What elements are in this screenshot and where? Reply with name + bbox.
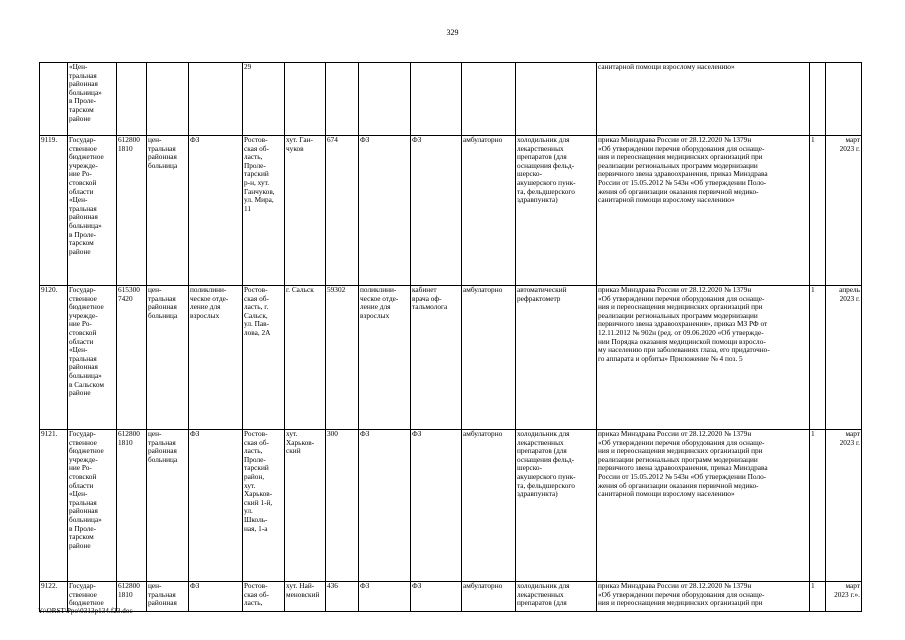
row-number-cell (40, 286, 68, 430)
equipment-cell (516, 582, 597, 612)
subdivision-cell (189, 136, 243, 286)
cell-line: тральная (148, 437, 176, 447)
org-code-cell (117, 286, 147, 430)
equipment-cell (516, 286, 597, 430)
cell-line: Ганчуков, (244, 186, 275, 196)
cell-line: бюджетное (69, 302, 104, 312)
table-row (40, 430, 862, 582)
equipment-cell (516, 136, 597, 286)
department-cell (147, 286, 189, 430)
cell-line: цен- (148, 429, 162, 438)
cell-line: 612800 (118, 581, 140, 590)
cell-line: Сальск, (244, 310, 268, 320)
care-type-cell (462, 136, 516, 286)
cell-line: тральная (69, 353, 97, 363)
cell-line: ский 1-й, (244, 497, 273, 507)
cell-line: первичного звена здравоохранения, приказ Минздрава (598, 463, 768, 473)
cell-line: кабинет (412, 285, 437, 294)
cell-line: районная (69, 506, 98, 516)
cell-line: шерско- (517, 169, 542, 179)
cell-line: ул. Мира, (244, 195, 274, 205)
cell-line: ский (286, 446, 301, 456)
cell-line: тальмолога (412, 302, 448, 312)
cell-line: области (69, 480, 94, 490)
settlement-cell (285, 136, 326, 286)
cell-line: автоматический (517, 285, 567, 294)
page-number: 329 (446, 28, 459, 37)
cell-line: тарском (69, 532, 94, 542)
cell-line: больница (148, 310, 178, 320)
unit-cell (359, 63, 411, 136)
cell-line: холодильник для (517, 429, 570, 438)
cell-line: реализации региональных программ модернизации (598, 310, 758, 320)
quantity-cell (810, 63, 826, 136)
cell-line: ственное (69, 293, 97, 303)
cell-line: районе (69, 540, 91, 550)
cell-line: взрослых (190, 310, 220, 320)
cell-line: тральная (69, 203, 97, 213)
cell-line: ласть, г. (244, 302, 269, 312)
cell-line: ственное (69, 437, 97, 447)
cell-line: Государ- (69, 429, 96, 438)
unit-cell (359, 286, 411, 430)
cell-line: лекарственных (517, 589, 564, 599)
cell-line: тарский (244, 463, 269, 473)
cell-line: санитарной помощи взрослому населению» (598, 195, 735, 205)
cell-line: тарский (244, 169, 269, 179)
cell-line: здравпункта) (517, 489, 558, 499)
cell-line: «Цен- (69, 489, 88, 499)
cell-line: стовской (69, 471, 97, 481)
cell-line: 11 (244, 203, 252, 213)
cell-line: оснащения фельд- (517, 454, 575, 464)
cell-line: районная (69, 79, 98, 89)
cell-line: нии Порядка оказания медицинской помощи взросло- (598, 336, 766, 346)
footer-file-path: Y:\ORST\Ppo\0313p134.f23.doc (38, 607, 133, 615)
quantity-cell (810, 286, 826, 430)
cell-line: район, (244, 471, 265, 481)
cell-line: ление для (190, 302, 221, 312)
quantity-cell (810, 582, 826, 612)
table-row (40, 286, 862, 430)
cell-line: приказ Минздрава России от 28.12.2020 № 1379н (598, 429, 752, 438)
cell-line: Харьков- (286, 437, 315, 447)
oktmo-cell (326, 63, 359, 136)
cell-line: Ростов- (244, 429, 268, 438)
cell-line: лекарственных (517, 143, 564, 153)
subdivision-cell (189, 286, 243, 430)
cell-line: 2023 г. (839, 143, 860, 153)
cabinet-cell (411, 63, 462, 136)
cell-line: 29 (244, 62, 252, 71)
cell-line: «Об утверждении перечня оборудования для оснаще- (598, 143, 765, 153)
cell-line: «Об утверждении перечня оборудования для оснаще- (598, 437, 765, 447)
cell-line: районная (69, 362, 98, 372)
department-cell (147, 582, 189, 612)
cell-line: 7420 (118, 293, 133, 303)
cell-line: в Проле- (69, 523, 97, 533)
org-code-cell (117, 430, 147, 582)
cell-line: ческое отде- (360, 293, 399, 303)
cell-line: первичного звена здравоохранения», приказ МЗ РФ от (598, 319, 768, 329)
cell-line: ласть, (244, 598, 263, 608)
cell-line: му населению при заболеваниях глаза, его придаточно- (598, 345, 770, 355)
cell-line: Государ- (69, 285, 96, 294)
cell-line: районе (69, 246, 91, 256)
cell-line: ние Ро- (69, 169, 92, 179)
cell-line: врача оф- (412, 293, 442, 303)
cell-line: Государ- (69, 135, 96, 144)
organization-cell (68, 136, 117, 286)
cell-line: жения об организации оказания первичной медико- (598, 480, 759, 490)
legal-basis-cell (597, 136, 810, 286)
equipment-cell (516, 430, 597, 582)
cell-line: март (845, 429, 860, 438)
cell-line: «Цен- (69, 62, 88, 71)
term-cell (826, 63, 862, 136)
cell-line: та, фельдшерского (517, 186, 575, 196)
cell-line: ФЗ (190, 135, 200, 144)
cell-line: 1810 (118, 589, 133, 599)
cell-line: ние Ро- (69, 463, 92, 473)
cell-line: препаратов (для (517, 152, 567, 162)
cell-line: цен- (148, 135, 162, 144)
cell-line: Школь- (244, 514, 268, 524)
cell-line: Проле- (244, 160, 266, 170)
cell-line: санитарной помощи взрослому населению» (598, 489, 735, 499)
organization-cell (68, 430, 117, 582)
cell-line: 674 (327, 135, 338, 144)
cell-line: ласть, (244, 446, 263, 456)
cell-line: препаратов (для (517, 446, 567, 456)
cell-line: ственное (69, 589, 97, 599)
cell-line: ская об- (244, 589, 269, 599)
cell-line: ческое отде- (190, 293, 229, 303)
cell-line: 1 (811, 581, 815, 590)
cell-line: холодильник для (517, 135, 570, 144)
cell-line: области (69, 336, 94, 346)
cell-line: хут. Ган- (286, 135, 313, 144)
oktmo-cell (326, 430, 359, 582)
term-cell (826, 430, 862, 582)
cell-line: ление для (360, 302, 391, 312)
cell-line: лова, 2А (244, 327, 271, 337)
cell-line: амбулаторно (463, 285, 503, 294)
cell-line: ФЗ (412, 135, 422, 144)
cell-line: бюджетное (69, 446, 104, 456)
org-code-cell (117, 63, 147, 136)
cell-line: акушерского пунк- (517, 177, 576, 187)
address-cell (243, 430, 285, 582)
cell-line: «Об утверждении перечня оборудования для оснаще- (598, 589, 765, 599)
cell-line: России от 15.05.2012 № 543н «Об утверждении Поло- (598, 471, 767, 481)
cell-line: взрослых (360, 310, 390, 320)
legal-basis-cell (597, 430, 810, 582)
cell-line: приказ Минздрава России от 28.12.2020 № 1379н (598, 135, 752, 144)
cell-line: 9119. (41, 135, 58, 144)
cell-line: тральная (148, 589, 176, 599)
settlement-cell (285, 582, 326, 612)
cell-line: реализации региональных программ модернизации (598, 160, 758, 170)
cell-line: 1 (811, 285, 815, 294)
legal-basis-cell (597, 582, 810, 612)
cell-line: ская об- (244, 143, 269, 153)
quantity-cell (810, 430, 826, 582)
address-cell (243, 136, 285, 286)
quantity-cell (810, 136, 826, 286)
cell-line: районе (69, 113, 91, 123)
cell-line: ния и переоснащения медицинских организаций при (598, 446, 763, 456)
cell-line: поликлини- (360, 285, 397, 294)
cell-line: 1 (811, 429, 815, 438)
equipment-table-container (39, 62, 861, 608)
table-row (40, 582, 862, 612)
cell-line: ская об- (244, 293, 269, 303)
organization-cell (68, 286, 117, 430)
cell-line: хут. (244, 480, 256, 490)
cell-line: шерско- (517, 463, 542, 473)
unit-cell (359, 136, 411, 286)
cell-line: р-н, хут. (244, 177, 270, 187)
cell-line: приказ Минздрава России от 28.12.2020 № 1379н (598, 581, 752, 590)
cell-line: Ростов- (244, 285, 268, 294)
cell-line: тарском (69, 238, 94, 248)
term-cell (826, 582, 862, 612)
row-number-cell (40, 63, 68, 136)
cell-line: ния и переоснащения медицинских организаций при (598, 152, 763, 162)
cabinet-cell (411, 582, 462, 612)
cell-line: амбулаторно (463, 135, 503, 144)
equipment-cell (516, 63, 597, 136)
cell-line: 2023 г. (839, 437, 860, 447)
cell-line: учрежде- (69, 454, 98, 464)
cell-line: жения об организации оказания первичной медико- (598, 186, 759, 196)
cell-line: тральная (148, 293, 176, 303)
care-type-cell (462, 430, 516, 582)
cell-line: 1810 (118, 437, 133, 447)
cell-line: «Об утверждении перечня оборудования для оснаще- (598, 293, 765, 303)
cell-line: меновский (286, 589, 320, 599)
cell-line: 612800 (118, 429, 140, 438)
cell-line: Харьков- (244, 489, 273, 499)
cell-line: районная (148, 152, 177, 162)
settlement-cell (285, 430, 326, 582)
cell-line: ская об- (244, 437, 269, 447)
cell-line: тральная (148, 143, 176, 153)
cell-line: «Цен- (69, 195, 88, 205)
care-type-cell (462, 286, 516, 430)
cell-line: ственное (69, 143, 97, 153)
cell-line: бюджетное (69, 598, 104, 608)
oktmo-cell (326, 136, 359, 286)
cell-line: го аппарата и орбиты» Приложение № 4 поз. 5 (598, 353, 743, 363)
org-code-cell (117, 136, 147, 286)
cell-line: 300 (327, 429, 338, 438)
cell-line: холодильник для (517, 581, 570, 590)
address-cell (243, 286, 285, 430)
cabinet-cell (411, 430, 462, 582)
organization-cell (68, 63, 117, 136)
cabinet-cell (411, 286, 462, 430)
cell-line: больница» (69, 220, 102, 230)
cell-line: 1 (811, 135, 815, 144)
cell-line: в Сальском (69, 379, 104, 389)
address-cell (243, 582, 285, 612)
cell-line: Проле- (244, 454, 266, 464)
unit-cell (359, 582, 411, 612)
cell-line: здравпункта) (517, 195, 558, 205)
cell-line: России от 15.05.2012 № 543н «Об утверждении Поло- (598, 177, 767, 187)
cell-line: 12.11.2012 № 902н (ред. от 09.06.2020 «Об утвержде- (598, 327, 764, 337)
cell-line: ласть, (244, 152, 263, 162)
cell-line: март (845, 581, 860, 590)
cell-line: чуков (286, 143, 304, 153)
cell-line: март (845, 135, 860, 144)
cell-line: ФЗ (190, 429, 200, 438)
cell-line: амбулаторно (463, 429, 503, 438)
cell-line: 436 (327, 581, 338, 590)
legal-basis-cell (597, 286, 810, 430)
cell-line: 615300 (118, 285, 140, 294)
department-cell (147, 136, 189, 286)
cell-line: г. Сальск (286, 285, 314, 294)
cell-line: районная (69, 212, 98, 222)
cell-line: больница» (69, 370, 102, 380)
cell-line: тральная (69, 497, 97, 507)
cell-line: препаратов (для (517, 598, 567, 608)
cell-line: больница» (69, 87, 102, 97)
cell-line: учрежде- (69, 160, 98, 170)
subdivision-cell (189, 63, 243, 136)
cell-line: лекарственных (517, 437, 564, 447)
cell-line: акушерского пунк- (517, 471, 576, 481)
cell-line: районе (69, 388, 91, 398)
cell-line: 2023 г.». (834, 589, 860, 599)
cell-line: больница» (69, 514, 102, 524)
cell-line: оснащения фельд- (517, 160, 575, 170)
cell-line: 9120. (41, 285, 58, 294)
unit-cell (359, 430, 411, 582)
cell-line: стовской (69, 327, 97, 337)
row-number-cell (40, 430, 68, 582)
cell-line: ФЗ (360, 581, 370, 590)
equipment-table (39, 62, 862, 612)
cell-line: районная (148, 302, 177, 312)
cell-line: 1810 (118, 143, 133, 153)
cell-line: цен- (148, 581, 162, 590)
cell-line: поликлини- (190, 285, 227, 294)
address-cell (243, 63, 285, 136)
cell-line: реализации региональных программ модернизации (598, 454, 758, 464)
cell-line: районная (148, 598, 177, 608)
cell-line: 59302 (327, 285, 346, 294)
cell-line: ния и переоснащения медицинских организаций при (598, 302, 763, 312)
cell-line: ул. Пав- (244, 319, 270, 329)
row-number-cell (40, 136, 68, 286)
cell-line: хут. (286, 429, 298, 438)
care-type-cell (462, 63, 516, 136)
cell-line: 9122. (41, 581, 58, 590)
cell-line: ФЗ (412, 429, 422, 438)
cell-line: апрель (839, 285, 860, 294)
cell-line: санитарной помощи взрослому населению» (598, 62, 735, 71)
cell-line: ние Ро- (69, 319, 92, 329)
cell-line: районная (148, 446, 177, 456)
cell-line: 2023 г. (839, 293, 860, 303)
cell-line: та, фельдшерского (517, 480, 575, 490)
cell-line: амбулаторно (463, 581, 503, 590)
cell-line: больница (148, 160, 178, 170)
cell-line: стовской (69, 177, 97, 187)
department-cell (147, 430, 189, 582)
cell-line: больница (148, 454, 178, 464)
settlement-cell (285, 286, 326, 430)
cell-line: Ростов- (244, 581, 268, 590)
term-cell (826, 286, 862, 430)
subdivision-cell (189, 430, 243, 582)
cabinet-cell (411, 136, 462, 286)
table-row (40, 63, 862, 136)
cell-line: бюджетное (69, 152, 104, 162)
cell-line: Государ- (69, 581, 96, 590)
cell-line: рефрактометр (517, 293, 561, 303)
cell-line: «Цен- (69, 345, 88, 355)
table-row (40, 136, 862, 286)
cell-line: ул. (244, 506, 253, 516)
cell-line: Ростов- (244, 135, 268, 144)
department-cell (147, 63, 189, 136)
care-type-cell (462, 582, 516, 612)
cell-line: ная, 1-а (244, 523, 268, 533)
cell-line: ФЗ (360, 135, 370, 144)
cell-line: учрежде- (69, 310, 98, 320)
cell-line: тарском (69, 104, 94, 114)
cell-line: хут. Най- (286, 581, 315, 590)
cell-line: ФЗ (360, 429, 370, 438)
cell-line: 9121. (41, 429, 58, 438)
cell-line: в Проле- (69, 229, 97, 239)
cell-line: в Проле- (69, 96, 97, 106)
cell-line: ФЗ (190, 581, 200, 590)
legal-basis-cell (597, 63, 810, 136)
cell-line: приказ Минздрава России от 28.12.2020 № 1379н (598, 285, 752, 294)
cell-line: тральная (69, 70, 97, 80)
oktmo-cell (326, 286, 359, 430)
cell-line: области (69, 186, 94, 196)
cell-line: первичного звена здравоохранения, приказ Минздрава (598, 169, 768, 179)
term-cell (826, 136, 862, 286)
cell-line: ФЗ (412, 581, 422, 590)
subdivision-cell (189, 582, 243, 612)
oktmo-cell (326, 582, 359, 612)
settlement-cell (285, 63, 326, 136)
cell-line: цен- (148, 285, 162, 294)
cell-line: 612800 (118, 135, 140, 144)
cell-line: ния и переоснащения медицинских организаций при (598, 598, 763, 608)
